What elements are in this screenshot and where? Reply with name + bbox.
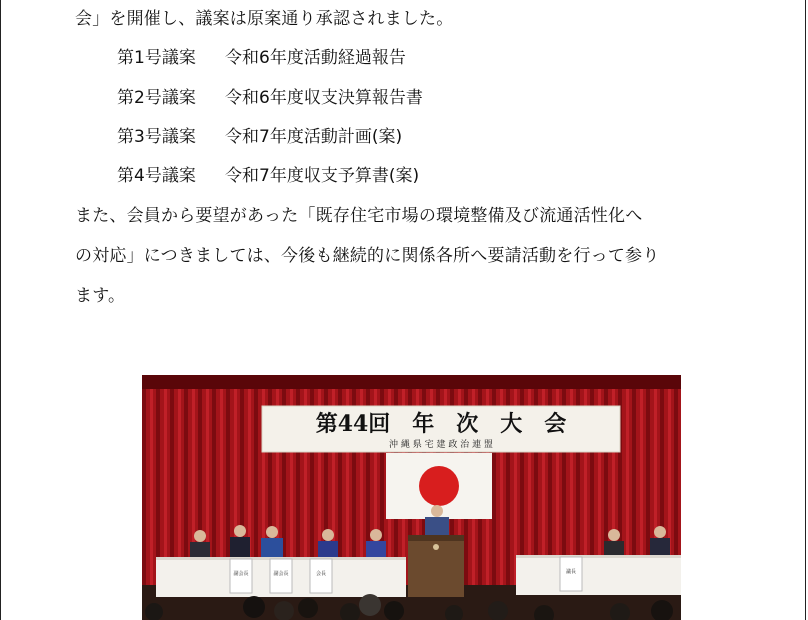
placard-label: 議長 (565, 569, 577, 575)
body-text-line: また、会員から要望があった「既存住宅市場の環境整備及び流通活性化へ (75, 206, 643, 226)
agenda-item-1 (117, 43, 406, 68)
placard-label: 会長 (315, 571, 327, 577)
agenda-title: 令和7年度収支予算書(案) (225, 166, 420, 186)
agenda-number: 第2号議案 (117, 88, 196, 108)
agenda-title: 令和6年度収支決算報告書 (225, 88, 423, 108)
agenda-title: 令和7年度活動計画(案) (225, 127, 403, 147)
body-text-line: の対応」につきましては、今後も継続的に関係各所へ要請活動を行って参り (75, 246, 660, 266)
flag-sun (419, 466, 459, 506)
right-table (516, 555, 681, 595)
agenda-title: 令和6年度活動経過報告 (225, 48, 406, 68)
agenda-item-4 (117, 161, 419, 186)
agenda-number: 第4号議案 (117, 166, 196, 186)
banner-subtitle: 沖 縄 県 宅 建 政 治 連 盟 (389, 440, 493, 450)
agenda-number: 第3号議案 (117, 127, 196, 147)
agenda-number: 第1号議案 (117, 48, 196, 68)
body-text-line: 会」を開催し、議案は原案通り承認されました。 (75, 9, 454, 29)
placard-label: 副会長 (233, 571, 249, 577)
event-photo-illustration (142, 375, 681, 620)
agenda-item-2 (117, 83, 423, 108)
placard-label: 副会長 (273, 571, 289, 577)
banner-title: 第44回 年 次 大 会 (315, 411, 567, 437)
agenda-item-3 (117, 122, 402, 147)
event-photo (142, 375, 681, 620)
body-text-line: ます。 (75, 286, 126, 306)
